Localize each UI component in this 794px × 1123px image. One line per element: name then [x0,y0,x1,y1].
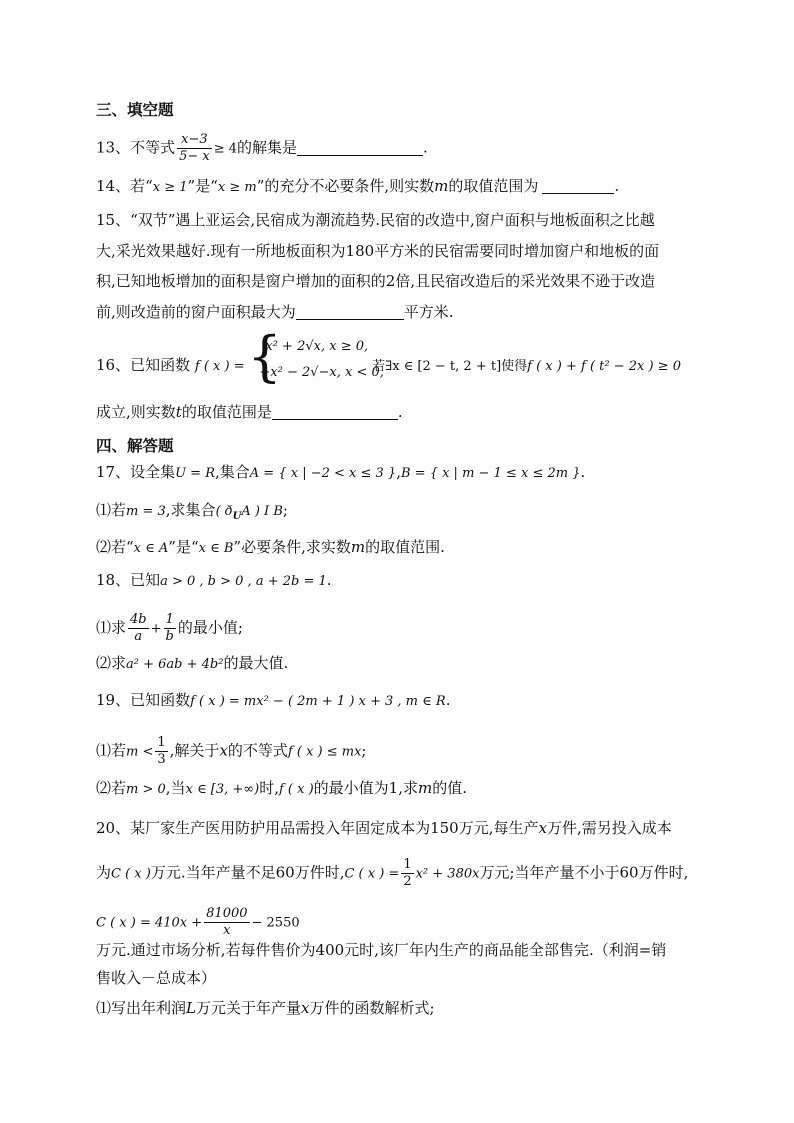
q14-end: . [614,177,620,195]
q20-l3-frac-den: x [223,923,231,938]
q20-line-2 [96,857,688,890]
q19-p2-var-m: m [417,779,433,797]
q14-mid-1: ”是“ [187,177,218,195]
q18-p1-label: ⑴求 [96,618,127,637]
section-answer-heading: 四、解答题 [96,437,174,455]
q18-part-2 [96,653,288,675]
q14-condition-2: x ≥ m [217,180,257,195]
q17-set-b: B = { x | m − 1 ≤ x ≤ 2m } [400,466,581,481]
section-fill-blank-heading: 三、填空题 [96,101,174,119]
q16-text-2: 的取值范围是 [181,403,272,421]
question-17 [96,462,585,484]
q20-l3-fraction [204,906,249,939]
q20-l1-text-2: 万件,需另投入成本 [546,819,672,837]
q17-p2-end: 的取值范围. [365,538,445,556]
q18-conditions: a > 0 , b > 0 , a + 2b = 1 [160,574,327,589]
q14-mid-2: ”的充分不必要条件,则实数 [256,177,435,195]
q17-p1-label: ⑴若 [96,501,127,519]
q19-p2-interval: x ∈ [3, +∞) [185,782,260,797]
q16-piece-1: x² + 2√x, x ≥ 0, [265,339,369,354]
question-19 [96,690,450,712]
q20-l2-text-2: 万元.当年产量不足60万件时, [150,863,345,882]
q19-p1-frac-den: 3 [157,752,166,767]
q18-p2-expression: a² + 6ab + 4b² [126,657,224,672]
q20-line-5: 售收入－总成本） [96,969,217,987]
q18-p2-text: 的最大值. [223,654,289,672]
q17-end: . [580,463,586,481]
q16-prefix: 16、已知函数 [96,356,191,374]
q17-p2-var-m: m [350,538,366,556]
q20-l2-text-3: 万元;当年产量不小于60万件时, [479,863,689,882]
q19-part-1 [96,735,366,768]
q20-l2-frac-den: 2 [403,874,412,889]
q20-l3-eq-1: C ( x ) = 410x + [96,915,203,931]
q13-ge4: ≥ 4 [213,141,238,157]
q18-p1-text: 的最小值; [177,618,243,637]
q17-set-a: A = { x | −2 < x ≤ 3 } [249,466,397,481]
q20-l2-text-1: 为 [96,863,112,882]
q13-fraction [177,132,212,165]
q20-line-4: 万元.通过市场分析,若每件售价为400元时,该厂年内生产的商品能全部售完.（利润=销 [96,941,667,959]
q19-p2-text-1: ,当 [165,779,186,797]
q16-text-1: 成立,则实数 [96,403,176,421]
q17-p2-text: ”必要条件,求实数 [233,538,351,556]
q14-prefix: 14、若“ [96,177,153,195]
question-14 [96,176,619,198]
q18-part-1 [96,612,243,645]
q19-prefix: 19、已知函数 [96,691,191,709]
q18-frac-2 [164,612,176,645]
q19-p2-label: ⑵若 [96,779,127,797]
q17-p1-text: ,求集合 [165,501,216,519]
q19-p2-condition: m > 0 [126,782,166,797]
q15-text-after-blank: 平方米. [403,303,454,321]
q17-part-2 [96,537,445,559]
q20-l3-eq-2: − 2550 [251,915,300,931]
q15-line-3: 积,已知地板增加的面积是窗户增加的面积的2倍,且民宿改造后的采光效果不逊于改造 [96,272,656,290]
q18-frac-2-num: 1 [164,612,176,629]
q16-line-2 [96,402,403,422]
q19-p1-text-2: 的不等式 [227,741,288,760]
q19-p2-fx: f ( x ) [278,782,314,797]
q16-piecewise [247,325,384,388]
q18-plus: + [150,621,162,637]
q19-p2-text-2: 时, [259,779,279,797]
q16-left-brace: { [247,325,282,388]
q17-mid: ,集合 [215,463,250,481]
q20-p1-var-x: x [301,999,310,1017]
q17-p1-complement: ( ð [215,504,233,519]
q19-part-2 [96,778,467,800]
q20-p1-var-l: L [186,999,196,1017]
question-16 [96,325,681,390]
q19-function: f ( x ) = mx² − ( 2m + 1 ) x + 3 , m ∈ R [190,694,446,709]
q13-end: . [423,138,428,157]
q18-frac-1 [128,612,149,645]
q20-line-1 [96,818,672,838]
q13-prefix: 13、不等式 [96,138,176,157]
q13-numerator: x−3 [177,132,212,149]
q19-p2-text-3: 的最小值为1,求 [313,779,418,797]
q15-line-2: 大,采光效果越好.现有一所地板面积为180平方米的民宿需要同时增加窗户和地板的面 [96,242,660,260]
q13-denominator: 5− x [179,149,210,164]
q20-l2-fraction [401,857,413,890]
q16-answer-blank[interactable] [272,404,398,420]
q20-l3-frac-num: 81000 [206,906,248,921]
q18-p2-label: ⑵求 [96,654,127,672]
q19-p1-label: ⑴若 [96,741,127,760]
q14-var-m: m [434,177,449,195]
q15-text-before-blank: 前,则改造前的窗户面积最大为 [96,303,296,321]
q14-condition-1: x ≥ 1 [152,180,188,195]
q17-prefix: 17、设全集 [96,463,176,481]
q19-p2-end: 的值. [432,779,467,797]
q19-p1-text-1: ,解关于 [169,741,220,760]
q17-p1-end: ; [282,501,288,519]
q20-l1-var-x: x [538,819,547,837]
q13-text: 的解集是 [237,138,298,157]
q17-universal-set: U = R [175,466,215,481]
q17-p1-sub-u: U [232,511,242,522]
q19-p1-fraction [155,735,167,768]
q17-part-1 [96,500,288,527]
q18-frac-2-den: b [165,629,174,644]
q17-p2-cond-2: x ∈ B [198,541,234,556]
q18-frac-1-den: a [134,629,143,644]
q17-p1-condition: m = 3 [126,504,166,519]
q20-l2-eq-2: x² + 380x [415,866,480,882]
q14-text: 的取值范围为 [448,177,539,195]
q20-line-3 [96,906,300,939]
q19-p1-inequality: f ( x ) ≤ mx [287,744,362,760]
q15-line-1: 15、“双节”遇上亚运会,民宿成为潮流趋势.民宿的改造中,窗户面积与地板面积之比越 [96,211,655,229]
q20-l2-frac-num: 1 [403,857,412,872]
q20-part-1 [96,998,435,1018]
q19-p1-end: ; [361,741,367,760]
q17-p2-label: ⑵若“ [96,538,134,556]
q13-answer-blank[interactable] [297,140,423,156]
q19-p1-condition: m < [126,744,154,760]
q15-line-4 [96,302,454,322]
q14-answer-blank[interactable] [542,178,614,194]
q16-inequality: f ( x ) + f ( t² − 2x ) ≥ 0 [527,359,681,374]
q20-p1-text-3: 万件的函数解析式; [309,999,435,1017]
q19-p1-var-x: x [219,741,228,760]
q19-p1-frac-num: 1 [157,735,166,750]
q17-p2-mid: ”是“ [168,538,199,556]
q16-var-t: t [175,403,182,421]
q20-p1-text-1: ⑴写出年利润 [96,999,187,1017]
q16-exists-clause: 若∃x ∈ [2 − t, 2 + t]使得 [372,359,528,374]
q16-piece-2: −x² − 2√−x, x < 0, [259,365,384,380]
q18-prefix: 18、已知 [96,571,161,589]
q20-l1-text-1: 20、某厂家生产医用防护用品需投入年固定成本为150万元,每生产 [96,819,539,837]
q20-p1-text-2: 万元关于年产量 [195,999,301,1017]
question-18: 18、已知a > 0 , b > 0 , a + 2b = 1. [96,571,332,589]
q17-comma: , [396,463,401,481]
q19-end: . [445,691,451,709]
q20-l2-cx: C ( x ) [111,866,151,882]
q16-end: . [397,403,403,421]
q17-p1-intersection: A ) I B [241,504,283,519]
q20-l2-eq: C ( x ) = [344,866,400,882]
q18-frac-1-num: 4b [130,612,147,627]
q15-answer-blank[interactable] [296,304,404,320]
q16-fx: f ( x ) = [194,359,245,374]
question-13 [96,132,428,165]
q17-p2-cond-1: x ∈ A [133,541,169,556]
